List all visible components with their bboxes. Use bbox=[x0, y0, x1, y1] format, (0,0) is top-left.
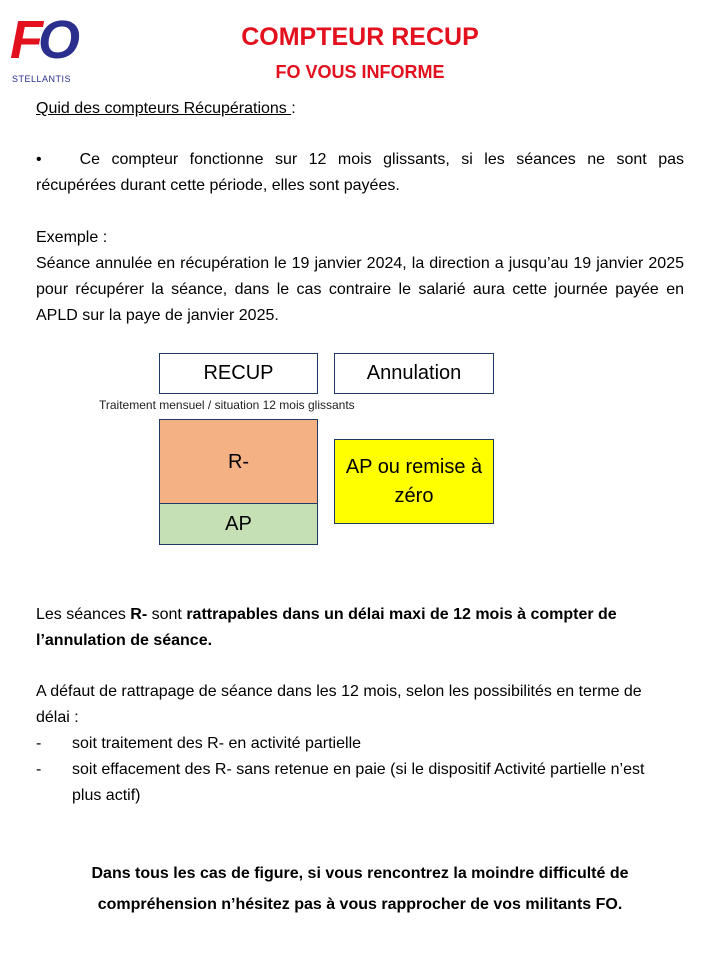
page-title: COMPTEUR RECUP bbox=[241, 23, 479, 51]
ap-cell: AP bbox=[159, 503, 318, 545]
ap-remise-box: AP ou remise à zéro bbox=[334, 439, 494, 524]
defaut-paragraph: A défaut de rattrapage de séance dans les 12 mois, selon les possibilités en terme de délai : bbox=[36, 683, 642, 726]
example-label: Exemple : bbox=[36, 229, 108, 246]
rattrapage-text-c: sont bbox=[147, 606, 187, 623]
bullet-text: Ce compteur fonctionne sur 12 mois glissants, si les séances ne sont pas récupérées durant cette période, elles sont payées. bbox=[36, 151, 684, 194]
annulation-box: Annulation bbox=[334, 353, 494, 394]
footer-note: Dans tous les cas de figure, si vous rencontrez la moindre difficulté de compréhension n’hésitez pas à vous rapprocher de vos militants FO. bbox=[91, 865, 629, 913]
rattrapage-text-a: Les séances bbox=[36, 606, 131, 623]
brand-name: STELLANTIS bbox=[12, 74, 72, 84]
list-item bbox=[36, 731, 666, 757]
list-dash: - bbox=[36, 761, 42, 778]
rattrapage-text-d: rattrapables dans un délai maxi de 12 mois à compter de l’annulation de séance. bbox=[36, 606, 617, 649]
options-list bbox=[36, 731, 666, 809]
r-minus-cell: R- bbox=[159, 419, 318, 504]
section-heading-colon: : bbox=[291, 100, 296, 117]
recup-box: RECUP bbox=[159, 353, 318, 394]
fo-stellantis-logo bbox=[8, 10, 88, 86]
rattrapage-text-b: R- bbox=[130, 606, 148, 623]
list-item bbox=[36, 757, 666, 809]
fo-logo-mark: FO bbox=[10, 10, 76, 70]
section-heading-text: Quid des compteurs Récupérations bbox=[36, 100, 292, 117]
example-text: Séance annulée en récupération le 19 janvier 2024, la direction a jusqu’au 19 janvier 2025 pour récupérer la séance, dans le cas contraire le salarié aura cette journée payée en APLD sur la paye de janvier 2025. bbox=[36, 255, 684, 324]
section-heading bbox=[36, 96, 296, 122]
bullet-symbol: • bbox=[36, 151, 42, 168]
bullet-paragraph bbox=[36, 147, 684, 199]
page-subtitle: FO VOUS INFORME bbox=[275, 62, 445, 82]
list-dash: - bbox=[36, 735, 42, 752]
list-item-text: soit effacement des R- sans retenue en paie (si le dispositif Activité partielle n’est plus actif) bbox=[72, 761, 645, 804]
rattrapage-paragraph bbox=[36, 602, 656, 654]
diagram-caption: Traitement mensuel / situation 12 mois glissants bbox=[99, 398, 355, 412]
list-item-text: soit traitement des R- en activité partielle bbox=[72, 735, 362, 752]
